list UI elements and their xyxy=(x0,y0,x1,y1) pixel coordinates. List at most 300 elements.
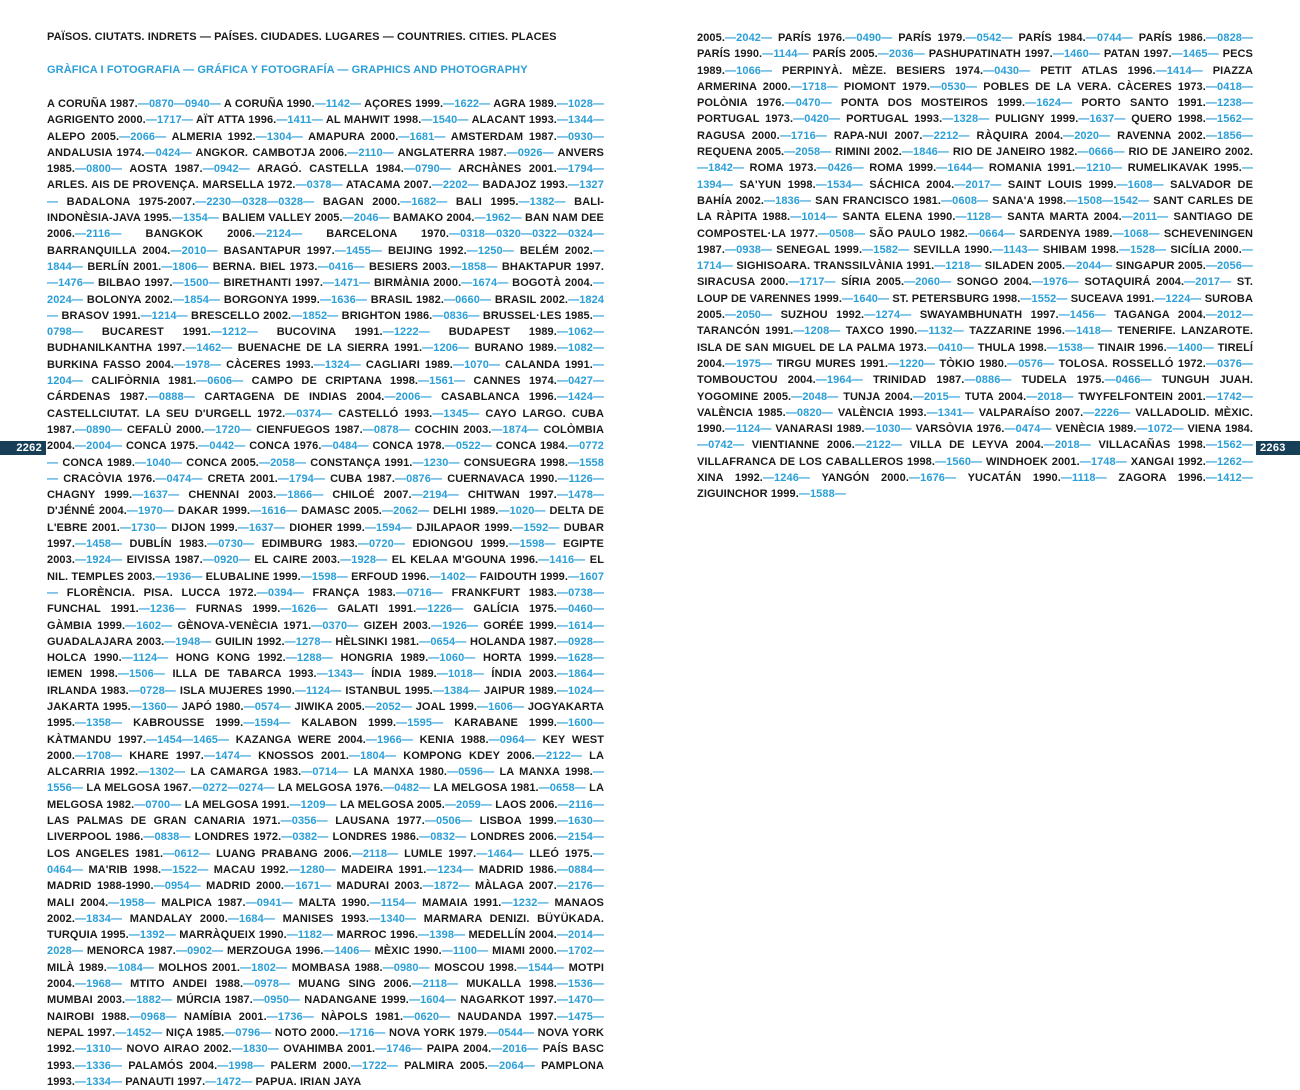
index-entry-reference: —1474— xyxy=(203,749,252,762)
index-entry-reference: —2154— xyxy=(556,831,605,844)
index-entry-reference: —0820— xyxy=(785,406,833,419)
index-entry-place: HOLCA 1990. xyxy=(47,652,122,665)
index-entry-reference: —1626— xyxy=(280,603,328,616)
index-entry-place: KALABON 1999. xyxy=(301,717,397,730)
index-entry-reference: —2018— xyxy=(1026,390,1074,403)
index-entry-reference: —1534— xyxy=(815,178,863,191)
index-entry-reference: —1628— xyxy=(556,652,605,665)
index-entry-reference: —0738— xyxy=(556,586,605,599)
index-entry-reference: —1302— xyxy=(138,766,186,779)
index-entry-reference: —0716— xyxy=(395,586,443,599)
index-entry-place: COCHIN 2003. xyxy=(414,423,492,436)
index-entry-reference: —1236— xyxy=(138,603,186,616)
index-entry-place: RIO DE JANEIRO 1982. xyxy=(952,146,1078,159)
index-entry-reference: —0544— xyxy=(487,1026,535,1039)
index-entry-reference: —2044— xyxy=(1065,260,1113,273)
index-entry-reference: —1970— xyxy=(126,505,174,518)
index-entry-place: AGRIGENTO 2000. xyxy=(47,114,146,127)
index-entry-place: TUNGUH JUAH. YOGOMINE 2005. xyxy=(697,374,1254,403)
index-entry-reference: —2064— xyxy=(487,1059,535,1072)
index-entry-place: FRANKFURT 1983. xyxy=(451,586,557,599)
index-entry-reference: —1392— xyxy=(128,929,176,942)
index-entry-place: PALAMÓS 2004. xyxy=(128,1059,218,1072)
index-entry-reference: —0720— xyxy=(357,538,405,551)
index-entry-reference: —1414— xyxy=(1155,64,1203,77)
index-entry-place: ISTANBUL 1995. xyxy=(345,684,433,697)
index-entry-reference: —2011— xyxy=(1121,211,1169,224)
index-entry-place: CHENNAI 2003. xyxy=(188,489,277,502)
index-entry-reference: —0442— xyxy=(198,440,246,453)
index-entry-reference: —2202— xyxy=(431,179,479,192)
index-entry-reference: —1412— xyxy=(1205,472,1253,485)
index-entry-place: TUTA 2004. xyxy=(964,390,1027,403)
index-entry-reference: —0926— xyxy=(506,146,554,159)
index-entry-place: SWAYAMBHUNATH 1997. xyxy=(919,309,1059,322)
index-entry-reference: —1730— xyxy=(119,521,167,534)
index-entry-reference: —1794— xyxy=(277,472,325,485)
index-entry-place: BUCAREST 1991. xyxy=(101,326,211,339)
index-entry-place: RIMINI 2002. xyxy=(835,146,902,159)
index-entry-place: MILÀ 1989. xyxy=(47,961,107,974)
index-entry-reference: —1460— xyxy=(1052,48,1100,61)
index-entry-reference: —1018— xyxy=(436,668,484,681)
index-entry-place: PASHUPATINATH 1997. xyxy=(928,48,1053,61)
index-entry-place: MUMBAI 2003. xyxy=(47,994,126,1007)
index-entry-place: NÀPOLS 1981. xyxy=(321,1010,404,1023)
index-entry-reference: —1068— xyxy=(1112,227,1160,240)
index-entry-reference: —0884— xyxy=(557,863,605,876)
index-entry-place: LA MANXA 1980. xyxy=(353,766,448,779)
index-entry-place: MÈXIC 1990. xyxy=(374,945,442,958)
index-entry-reference: —1304— xyxy=(255,130,303,143)
index-entry-place: PARÍS 1984. xyxy=(1018,32,1086,44)
index-entry-place: SALVADOR DE BAHÍA 2002. xyxy=(697,178,1254,207)
index-entry-place: LONDRES 1986. xyxy=(332,831,420,844)
index-entry-place: SANT CARLES DE LA RÀPITA 1988. xyxy=(697,194,1254,224)
index-entry-place: SÁCHICA 2004. xyxy=(869,178,955,191)
index-entry-place: NAUDANDA 1997. xyxy=(457,1010,557,1023)
index-entry-reference: —1278— xyxy=(284,635,332,648)
index-entry-reference: —1232— xyxy=(501,896,549,909)
index-entry-place: PIAZZA ARMERINA 2000. xyxy=(697,64,1254,93)
index-entry-place: BIRMÀNIA 2000. xyxy=(373,277,462,290)
index-entry-reference: —1340— xyxy=(369,912,417,925)
index-entry-place: BURKINA FASSO 2004. xyxy=(47,358,174,371)
index-entry-place: TARANCÓN 1991. xyxy=(697,325,794,338)
index-entry-place: VALÈNCIA 1993. xyxy=(837,406,927,419)
index-entry-place: LUMLE 1997. xyxy=(404,847,477,860)
index-entry-place: CALANDA 1991. xyxy=(505,358,593,371)
index-entry-place: EGIPTE 2003. xyxy=(47,538,604,567)
index-entry-reference: —0838— xyxy=(143,831,191,844)
index-entry-place: NEPAL 1997. xyxy=(47,1026,116,1039)
index-entry-place: JAKARTA 1995. xyxy=(47,700,131,713)
index-entry-place: NADANGANE 1999. xyxy=(304,994,409,1007)
index-entry-reference: —0714— xyxy=(301,766,349,779)
index-entry-reference: —1402— xyxy=(429,570,477,583)
index-entry-place: PORTO SANTO 1991. xyxy=(1081,97,1206,110)
index-entry-reference: —1536— xyxy=(556,978,605,991)
page-number-right: 2263 xyxy=(1256,441,1300,455)
index-entry-reference: —1142— xyxy=(314,98,362,110)
index-entry-reference: —1968— xyxy=(75,978,123,991)
index-entry-reference: —1238— xyxy=(1205,97,1253,110)
index-entry-reference: —0660— xyxy=(443,293,492,306)
index-entry-reference: —0430— xyxy=(983,64,1031,77)
index-entry-place: HORTA 1999. xyxy=(482,652,557,665)
index-entry-place: ELUBALINE 1999. xyxy=(205,570,301,583)
index-entry-place: OVAHIMBA 2001. xyxy=(283,1043,376,1056)
index-entry-reference: —1209— xyxy=(289,798,337,811)
index-entry-reference: —0664— xyxy=(967,227,1016,240)
index-entry-place: BUDHANILKANTHA 1997. xyxy=(47,342,186,355)
index-entry-reference: —1716— xyxy=(779,129,827,142)
index-entry-place: BAN NAM DEE 2006. xyxy=(47,212,604,241)
index-entry-reference: —1556— xyxy=(47,766,605,795)
index-entry-place: POLÒNIA 1976. xyxy=(697,97,785,110)
index-entry-place: MEDELLÍN 2004. xyxy=(468,929,557,942)
index-entry-reference: —1124— xyxy=(121,652,169,665)
index-entry-place: SHIBAM 1998. xyxy=(1042,243,1120,256)
index-entry-reference: —1681— xyxy=(398,130,446,143)
index-entry-place: DIOHER 1999. xyxy=(289,521,365,534)
index-entry-place: LAOS 2006. xyxy=(495,798,558,811)
index-entry-place: LA CAMARGA 1983. xyxy=(190,766,302,779)
index-entry-reference: —1345— xyxy=(432,407,480,420)
index-entry-place: TOMBOUCTOU 2004. xyxy=(697,374,816,387)
index-entry-place: BORGONYA 1999. xyxy=(223,293,320,306)
index-entry-reference: —1598— xyxy=(300,570,348,583)
index-entry-reference: —0394— xyxy=(256,586,304,599)
index-entry-place: DUBAR 1997. xyxy=(47,521,605,551)
index-entry-place: PIOMONT 1979. xyxy=(843,80,931,93)
index-entry-reference: —0427— xyxy=(556,375,605,388)
index-entry-place: SEVILLA 1990. xyxy=(913,243,993,256)
right-page-column xyxy=(697,30,1253,503)
index-entry-place: SARDENYA 1989. xyxy=(1019,227,1113,240)
index-entry-place: RAGUSA 2000. xyxy=(697,129,780,142)
index-entry-reference: —0728— xyxy=(128,684,176,697)
index-entry-place: ARCHÀNES 2001. xyxy=(458,163,557,176)
index-entry-place: LA ALCARRIA 1992. xyxy=(47,749,605,779)
index-entry-reference: —1020— xyxy=(498,505,546,518)
index-entry-reference: —1594— xyxy=(243,717,291,730)
index-entry-reference: —0418— xyxy=(1205,80,1254,93)
index-entry-reference: —1544— xyxy=(517,961,565,974)
index-entry-reference: —1398— xyxy=(418,929,466,942)
index-entry-place: CAMPO DE CRIPTANA 1998. xyxy=(251,375,419,388)
index-entry-place: BRASOV 1991. xyxy=(61,309,141,322)
index-entry-reference: —1718— xyxy=(790,80,838,93)
index-entry-reference: —0744— xyxy=(1085,32,1133,44)
index-entry-place: DIJON 1999. xyxy=(171,521,238,534)
index-entry-reference: —1717— xyxy=(788,276,836,289)
index-entry-place: AGRA 1989. xyxy=(493,98,557,110)
index-entry-reference: —0886— xyxy=(964,374,1012,387)
index-entry-place: LA MELGOSA 2005. xyxy=(339,798,445,811)
index-entry-reference: —1280— xyxy=(288,863,336,876)
index-entry-reference: —2012— xyxy=(1205,309,1253,322)
index-entry-place: BAGAN 2000. xyxy=(322,195,401,208)
index-entry-place: BRIGHTON 1986. xyxy=(341,309,433,322)
index-entry-reference: —1962— xyxy=(474,212,522,225)
index-entry-reference: —1864— xyxy=(556,668,605,681)
index-entry-place: PAIPA 2004. xyxy=(426,1043,492,1056)
index-entry-place: SICÍLIA 2000. xyxy=(1170,243,1242,256)
index-entry-reference: —1866— xyxy=(276,489,324,502)
index-entry-place: CONCA 1975. xyxy=(125,440,199,453)
index-entry-place: VILLAFRANCA DE LOS CABALLEROS 1998. xyxy=(697,455,936,468)
index-entry-place: ÍNDIA 2003. xyxy=(491,668,557,681)
index-entry-place: BRASIL 2002. xyxy=(494,293,569,306)
index-entry-reference: —2004— xyxy=(75,440,123,453)
index-entry-place: BUCOVINA 1991. xyxy=(276,326,383,339)
index-entry-reference: —1684— xyxy=(227,912,275,925)
index-entry-reference: —1717— xyxy=(145,114,193,127)
index-entry-place: PORTUGAL 1973. xyxy=(697,113,794,126)
index-entry-reference: —0888— xyxy=(147,391,195,404)
index-entry-place: LAUSANA 1977. xyxy=(335,815,425,828)
index-entry-reference: —1830— xyxy=(231,1043,279,1056)
index-entry-reference: —1674— xyxy=(461,277,509,290)
index-entry-reference: —1958— xyxy=(108,896,156,909)
index-entry-place: PALERM 2000. xyxy=(270,1059,351,1072)
index-entry-reference: —2020— xyxy=(1063,129,1111,142)
index-entry-reference: —1084— xyxy=(106,961,154,974)
index-entry-place: ANDALUSIA 1974. xyxy=(47,146,145,159)
index-entry-reference: —1834— xyxy=(75,912,123,925)
index-entry-place: WINDHOEK 2001. xyxy=(985,455,1080,468)
index-entry-place: SUROBA 2005. xyxy=(697,292,1254,322)
index-entry-reference: —0522— xyxy=(444,440,492,453)
index-entry-place: PARÍS 1990. xyxy=(697,48,763,61)
index-entry-place: MÀLAGA 2007. xyxy=(475,880,557,893)
index-entry-reference: —1418— xyxy=(1065,325,1113,338)
index-entry-place: BAMAKO 2004. xyxy=(393,212,475,225)
index-entry-reference: —2212— xyxy=(922,129,970,142)
index-entry-reference: —0376— xyxy=(1205,357,1254,370)
index-entry-place: VALÈNCIA 1985. xyxy=(697,406,786,419)
index-entry-reference: —0832— xyxy=(419,831,467,844)
index-entry-reference: —1976— xyxy=(1031,276,1079,289)
index-entry-reference: —1794— xyxy=(556,163,605,176)
index-entry-reference: —0420— xyxy=(793,113,841,126)
index-entry-reference: —1540— xyxy=(421,114,469,127)
index-entry-reference: —1602— xyxy=(125,619,173,632)
index-entry-reference: —2016— xyxy=(491,1043,539,1056)
index-entry-reference: —0928— xyxy=(556,635,605,648)
index-entry-reference: —1716— xyxy=(338,1026,386,1039)
index-entry-reference: —1746— xyxy=(375,1043,423,1056)
index-entry-reference: —1204— xyxy=(47,358,605,388)
index-entry-reference: —1594— xyxy=(364,521,413,534)
index-entry-place: VIENA 1984. xyxy=(1187,423,1254,436)
index-entry-reference: —1208— xyxy=(793,325,841,338)
index-entry-reference: —1354— xyxy=(171,212,219,225)
index-entry-reference: —2056— xyxy=(1205,260,1254,273)
index-entry-reference: —2230—0328—0328— xyxy=(195,195,315,208)
index-entry-place: NIÇA 1985. xyxy=(165,1026,225,1039)
index-entry-place: CRETA 2001. xyxy=(207,472,278,485)
index-entry-reference: —0920— xyxy=(202,554,250,567)
index-entry-place: BARCELONA 1970. xyxy=(326,228,450,241)
index-entry-place: TUNJA 2004. xyxy=(843,390,913,403)
index-entry-reference: —1062— xyxy=(556,326,605,339)
index-entry-place: LA MELGOSA 1991. xyxy=(184,798,290,811)
index-entry-reference: —1736— xyxy=(266,1010,314,1023)
index-entry-place: MADRID 1986. xyxy=(478,863,557,876)
index-entry-place: KNOSSOS 2001. xyxy=(258,749,349,762)
index-entry-reference: —1478— xyxy=(556,489,605,502)
index-entry-reference: —1400— xyxy=(1166,341,1214,354)
index-entry-reference: —1806— xyxy=(161,260,209,273)
index-entry-reference: —0666— xyxy=(1077,146,1125,159)
index-entry-place: LISBOA 1999. xyxy=(479,815,557,828)
index-entry-reference: —1966— xyxy=(365,733,413,746)
index-entry-reference: —0470— xyxy=(784,97,832,110)
index-entry-reference: —1538— xyxy=(1046,341,1094,354)
index-entry-reference: —0374— xyxy=(285,407,333,420)
index-entry-place: PAMPLONA 1993. xyxy=(47,1059,605,1088)
index-entry-reference: —2050— xyxy=(725,309,773,322)
index-entry-reference: —1218— xyxy=(934,260,982,273)
index-entry-place: ST. PETERSBURG 1998. xyxy=(892,292,1021,305)
index-entry-reference: —1471— xyxy=(323,277,371,290)
index-entry-reference: —1124— xyxy=(725,423,772,436)
index-entry-reference: —0530— xyxy=(930,80,978,93)
index-entry-reference: —1948— xyxy=(164,635,212,648)
index-entry-reference: —2036— xyxy=(877,48,925,61)
index-entry-reference: —1214— xyxy=(140,309,188,322)
index-entry-reference: —1475— xyxy=(556,1010,605,1023)
index-entry-reference: —1842— xyxy=(697,162,745,175)
index-entry-reference: —0658— xyxy=(538,782,586,795)
index-entry-place: HÈLSINKI 1981. xyxy=(335,635,420,648)
index-entry-place: A CORUÑA 1987. xyxy=(47,98,138,110)
index-entry-place: SINGAPUR 2005. xyxy=(1115,260,1206,273)
index-entry-place: MENORCA 1987. xyxy=(86,945,176,958)
index-entry-place: VARSÒVIA 1976. xyxy=(915,423,1005,436)
index-entry-place: MALI 2004. xyxy=(47,896,109,909)
index-entry-reference: —0382— xyxy=(281,831,329,844)
index-entry-place: TÒKIO 1980. xyxy=(939,357,1008,370)
index-entry-reference: —1406— xyxy=(323,945,371,958)
index-entry-reference: —1804— xyxy=(349,749,397,762)
index-entry-place: PARÍS 1976. xyxy=(778,32,846,44)
index-entry-place: CRACÒVIA 1976. xyxy=(63,472,156,485)
index-entry-place: PAPUA. IRIAN JAYA xyxy=(255,1075,362,1088)
index-entry-place: TAXCO 1990. xyxy=(845,325,918,338)
index-entry-reference: —1561— xyxy=(418,375,466,388)
index-entry-place: EDIMBURG 1983. xyxy=(261,538,358,551)
index-entry-place: AMAPURA 2000. xyxy=(308,130,399,143)
index-entry-place: PONTA DOS MOSTEIROS 1999. xyxy=(840,97,1026,110)
index-entry-reference: —0790— xyxy=(403,163,451,176)
index-entry-reference: —2110— xyxy=(347,146,394,159)
index-entry-place: PATAN 1997. xyxy=(1103,48,1172,61)
index-entry-place: RUMELIKAVAK 1995. xyxy=(1127,162,1242,175)
index-entry-reference: —1040— xyxy=(135,456,183,469)
index-entry-reference: —2176— xyxy=(556,880,604,893)
index-entry-place: LONDRES 1972. xyxy=(194,831,282,844)
index-entry-place: SANA'A 1998. xyxy=(992,194,1067,207)
index-entry-reference: —1854— xyxy=(172,293,221,306)
index-entry-place: CHILOÉ 2007. xyxy=(332,489,412,502)
index-entry-place: CALIFÒRNIA 1981. xyxy=(91,375,197,388)
index-entry-place: TUDELA 1975. xyxy=(1021,374,1105,387)
index-entry-reference: —1462— xyxy=(185,342,233,355)
index-entry-place: CONCA 2005. xyxy=(186,456,259,469)
index-entry-reference: —1508—1542— xyxy=(1066,194,1150,207)
index-entry-place: THULA 1998. xyxy=(977,341,1047,354)
index-entry-place: ISLA MUJERES 1990. xyxy=(179,684,295,697)
index-entry-place: YANGÓN 2000. xyxy=(821,472,910,485)
index-entry-place: TINAIR 1996. xyxy=(1097,341,1167,354)
index-entry-place: ATACAMA 2007. xyxy=(345,179,432,192)
index-entry-reference: —0272—0274— xyxy=(191,782,275,795)
index-entry-place: TAZZARINE 1996. xyxy=(969,325,1065,338)
index-entry-reference: —1082— xyxy=(556,342,605,355)
index-entry-place: KAZANGA WERE 2004. xyxy=(235,733,366,746)
index-entry-reference: —2015— xyxy=(912,390,960,403)
index-entry-place: PETIT ATLAS 1996. xyxy=(1040,64,1156,77)
index-entry-place: VIENTIANNE 2006. xyxy=(751,439,855,452)
index-entry-place: SÍRIA 2005. xyxy=(841,276,905,289)
index-entry-place: LA MELGOSA 1981. xyxy=(433,782,539,795)
index-entry-place: GALATI 1991. xyxy=(337,603,417,616)
index-entry-reference: —1722— xyxy=(350,1059,398,1072)
index-entry-reference: —1598— xyxy=(508,538,556,551)
index-entry-reference: —1964— xyxy=(815,374,863,387)
index-entry-place: TAGANGA 2004. xyxy=(1114,309,1206,322)
index-entry-reference: —0798— xyxy=(47,309,605,339)
index-entry-reference: —0980— xyxy=(382,961,430,974)
index-entry-reference: —1118— xyxy=(1060,472,1107,485)
index-entry-place: ERFOUD 1996. xyxy=(351,570,430,583)
index-entry-place: CASTELLÓ 1993. xyxy=(338,407,433,420)
index-entry-place: JAIPUR 1989. xyxy=(483,684,557,697)
index-entry-place: MOLHOS 2001. xyxy=(158,961,241,974)
index-entry-place: CHITWAN 1997. xyxy=(467,489,557,502)
index-entry-reference: —2226— xyxy=(1083,406,1131,419)
index-entry-place: TIRELÍ 2004. xyxy=(697,341,1254,370)
index-entry-reference: —2010— xyxy=(170,244,218,257)
index-entry-reference: —2122— xyxy=(534,749,583,762)
index-entry-place: PAÍS BASC 1993. xyxy=(47,1043,605,1072)
index-entry-reference: —0942— xyxy=(202,163,250,176)
index-entry-place: KARABANE 1999. xyxy=(454,717,557,730)
index-entry-place: SONGO 2004. xyxy=(956,276,1032,289)
index-entry-place: KEY WEST 2000. xyxy=(47,733,605,762)
index-entry-place: MIAMI 2000. xyxy=(492,945,557,958)
index-entry-reference: —0796— xyxy=(224,1026,272,1039)
index-entry-reference: —1182— xyxy=(286,929,334,942)
index-entry-place: BADAJOZ 1993. xyxy=(482,179,569,192)
index-entry-place: KÀTMANDU 1997. xyxy=(47,733,147,746)
index-entry-place: FUNCHAL 1991. xyxy=(47,603,139,616)
index-entry-reference: —0460— xyxy=(556,603,605,616)
index-entry-place: TENERIFE. LANZAROTE. ISLA DE SAN MIGUEL DE LA PALMA 1973. xyxy=(697,325,1254,354)
index-entry-place: CONSTANÇA 1991. xyxy=(310,456,413,469)
index-entry-place: VILLACAÑAS 1998. xyxy=(1098,439,1206,452)
index-entry-reference: —1470— xyxy=(556,994,605,1007)
index-entry-place: ANGKOR. CAMBOTJA 2006. xyxy=(195,146,348,159)
index-entry-place: ANGLATERRA 1987. xyxy=(397,146,507,159)
index-entry-place: BRUSSEL·LES 1985. xyxy=(482,309,593,322)
index-entry-reference: —1327— xyxy=(47,179,604,208)
index-entry-reference: —1614— xyxy=(556,619,605,632)
index-entry-place: NAGARKOT 1997. xyxy=(460,994,557,1007)
